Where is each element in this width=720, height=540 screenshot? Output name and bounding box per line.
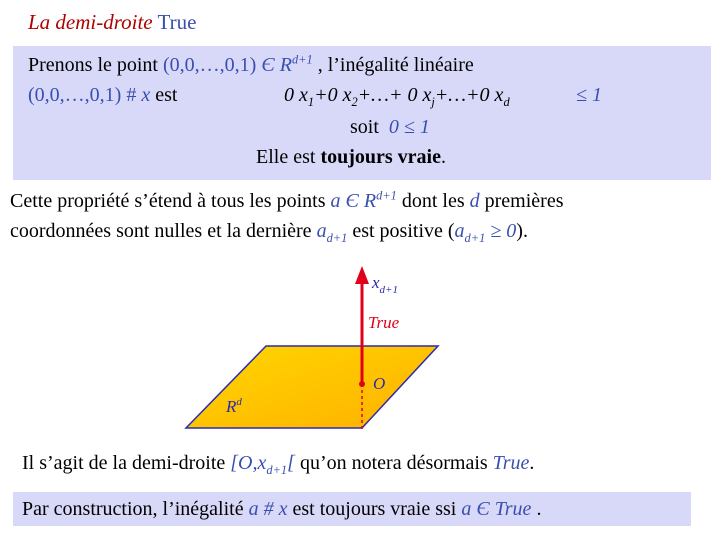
box-line-4: Elle est toujours vraie. xyxy=(256,146,446,168)
inequality-rhs: ≤ 1 xyxy=(576,84,602,106)
box-line-1: Prenons le point (0,0,…,0,1) Є $R^{d+1}$ , l’inégalité linéaire xyxy=(28,52,474,76)
box-line-3: soit 0 ≤ 1 xyxy=(350,116,430,138)
hyperplane xyxy=(186,346,438,428)
title-keyword: True xyxy=(157,10,197,34)
box-line-2: (0,0,…,0,1) # x est xyxy=(28,84,178,106)
axis-label: $x_{d+1}$ xyxy=(372,273,398,296)
true-label: True xyxy=(368,313,400,332)
title-italic: La demi-droite xyxy=(28,10,153,34)
half-line-figure xyxy=(180,262,480,440)
origin-point xyxy=(359,381,365,387)
space-label: $R^d$ xyxy=(226,396,242,416)
paragraph-line-1: Cette propriété s’étend à tous les points a Є $R^{d+1}$ dont les d premières xyxy=(10,188,564,212)
inequality: 0 $x_1+0$ $x_2+\dots+ 0$ $x_j+\dots+0$ $x_d$ xyxy=(284,84,510,109)
paragraph-line-2: coordonnées sont nulles et la dernière $a_{d+1}$ est positive $(a_{d+1} \ge 0)$. xyxy=(10,220,528,245)
statement-line: Il s’agit de la demi-droite [$O,x_{d+1}$[ qu’on notera désormais True. xyxy=(22,452,535,477)
origin-label: O xyxy=(373,374,386,393)
conclusion-line: Par construction, l’inégalité a # x est toujours vraie ssi a Є True . xyxy=(22,498,542,520)
arrow-head xyxy=(355,266,369,284)
slide-title xyxy=(28,10,196,35)
